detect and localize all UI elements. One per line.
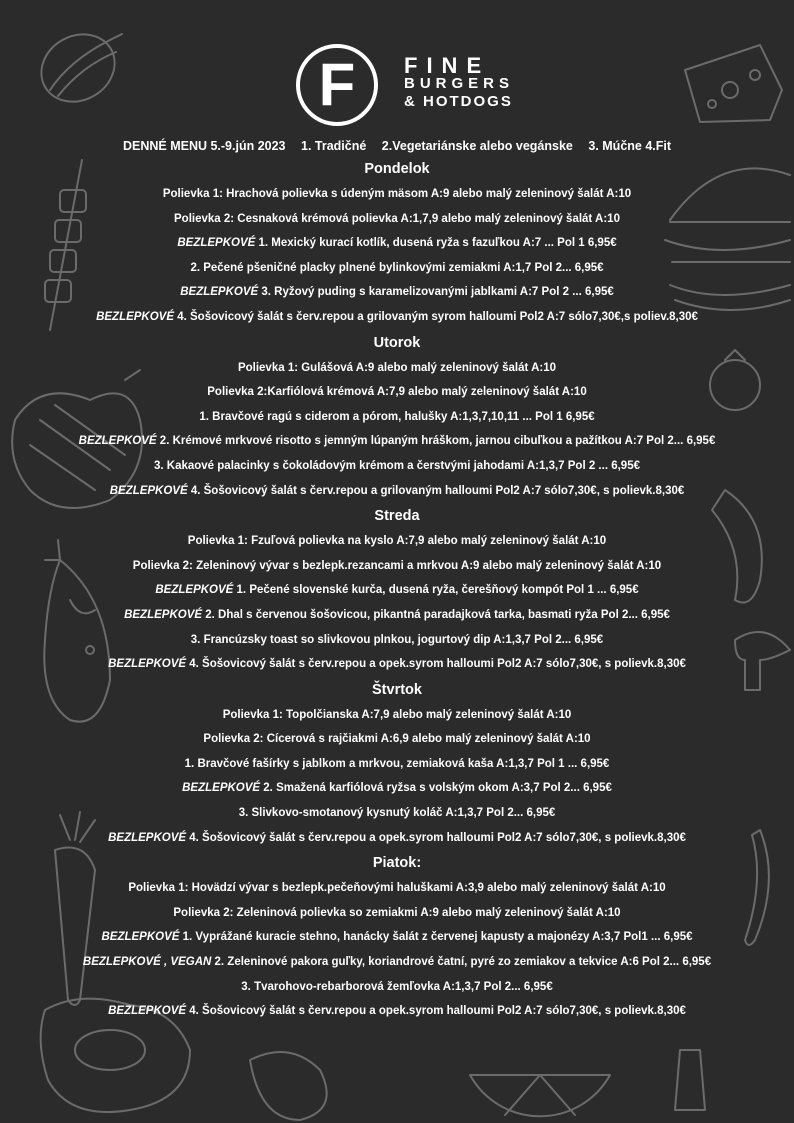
logo-letter: F xyxy=(318,51,356,118)
menu-item-text: Polievka 2:Karfiólová krémová A:7,9 alebo malý zeleninový šalát A:10 xyxy=(207,386,587,399)
menu-header xyxy=(0,136,794,156)
menu-item xyxy=(0,975,794,1000)
menu-item xyxy=(0,752,794,777)
menu-item-text: Polievka 1: Fzuľová polievka na kyslo A:7,9 alebo malý zeleninový šalát A:10 xyxy=(187,535,607,548)
gluten-free-tag: BEZLEPKOVÉ xyxy=(108,1005,187,1018)
menu-item-text: 3. Francúzsky toast so slivkovou plnkou, jogurtový dip A:1,3,7 Pol 2... 6,95€ xyxy=(190,633,604,646)
menu-item-text: 2. Krémové mrkvové risotto s jemným lúpaným hráškom, jarnou cibuľkou a pažítkou A:7 Pol 2... 6,95€ xyxy=(156,435,716,448)
logo-line-2: BURGERS xyxy=(404,75,515,92)
menu-item-text: Polievka 2: Zeleninový vývar s bezlepk.rezancami a mrkvou A:9 alebo malý zeleninový šalát A:10 xyxy=(132,559,662,572)
menu-item xyxy=(0,529,794,554)
day-heading: Štvrtok xyxy=(372,681,422,698)
menu-item-text: Polievka 2: Cícerová s rajčiakmi A:6,9 alebo malý zeleninový šalát A:10 xyxy=(203,733,591,746)
day-heading: Streda xyxy=(374,508,420,525)
menu-item xyxy=(0,554,794,579)
menu-item xyxy=(0,231,794,256)
menu-item xyxy=(0,405,794,430)
menu-item xyxy=(0,876,794,901)
logo-line-3: & HOTDOGS xyxy=(404,93,513,110)
menu-item xyxy=(0,652,794,677)
menu-item xyxy=(0,901,794,926)
menu-item xyxy=(0,207,794,232)
logo-text xyxy=(404,53,515,111)
logo-line-1: FINE xyxy=(404,53,491,78)
lemon-slice-icon xyxy=(470,1075,610,1116)
category-1: 1. Tradičné xyxy=(301,139,367,153)
menu-item xyxy=(0,479,794,504)
menu-item-text: Polievka 1: Hrachová polievka s údeným mäsom A:9 alebo malý zeleninový šalát A:10 xyxy=(162,188,632,200)
menu-item-text: 4. Šošovicový šalát s červ.repou a grilovaným syrom halloumi Pol2 A:7 sólo7,30€,s poliev.8,30€ xyxy=(174,310,698,323)
menu-item xyxy=(0,950,794,975)
brand-logo xyxy=(296,44,515,134)
menu-item-text: 1. Bravčové fašírky s jablkom a mrkvou, zemiaková kaša A:1,3,7 Pol 1 ... 6,95€ xyxy=(184,757,610,770)
menu-item xyxy=(0,356,794,381)
menu-item xyxy=(0,776,794,801)
menu-item-text: 4. Šošovicový šalát s červ.repou a opek.syrom halloumi Pol2 A:7 sólo7,30€, s polievk.8,30€ xyxy=(186,1005,686,1018)
bottle-icon xyxy=(675,1050,705,1110)
gluten-free-tag: BEZLEPKOVÉ xyxy=(155,584,234,597)
menu-item-text: 3. Kakaové palacinky s čokoládovým krémom a čerstvými jahodami A:1,3,7 Pol 2 ... 6,95€ xyxy=(153,459,640,472)
menu-item-text: 2. Pečené pšeničné placky plnené bylinkovými zemiakmi A:1,7 Pol 2... 6,95€ xyxy=(190,261,604,274)
menu-item xyxy=(0,256,794,281)
days-list xyxy=(0,156,794,1024)
menu-content xyxy=(0,136,794,1024)
cheese-icon xyxy=(685,45,782,122)
gluten-free-tag: BEZLEPKOVÉ xyxy=(177,237,256,250)
menu-item xyxy=(0,925,794,950)
menu-item-text: 3. Tvarohovo-rebarborová žemľovka A:1,3,7 Pol 2... 6,95€ xyxy=(241,980,553,993)
menu-item xyxy=(0,628,794,653)
menu-title: DENNÉ MENU 5.-9.jún 2023 xyxy=(122,139,286,153)
menu-item xyxy=(0,182,794,207)
onion-icon xyxy=(29,21,127,114)
menu-item-text: 2. Zeleninové pakora guľky, koriandrové čatní, pyré zo zemiakov a tekvice A:6 Pol 2... 6,95€ xyxy=(211,956,712,969)
menu-item xyxy=(0,305,794,330)
menu-item xyxy=(0,454,794,479)
menu-item xyxy=(0,801,794,826)
menu-item xyxy=(0,703,794,728)
menu-item-text: 4. Šošovicový šalát s červ.repou a opek.syrom halloumi Pol2 A:7 sólo7,30€, s polievk.8,30€ xyxy=(186,831,686,844)
day-heading: Pondelok xyxy=(364,161,430,177)
menu-item xyxy=(0,603,794,628)
gluten-free-tag: BEZLEPKOVÉ xyxy=(124,608,203,621)
menu-item-text: 2. Dhal s červenou šošovicou, pikantná paradajková tarka, basmati ryža Pol 2... 6,95€ xyxy=(202,608,670,621)
menu-item-text: 4. Šošovicový šalát s červ.repou a grilovaným halloumi Pol2 A:7 sólo7,30€, s polievk.8,30€ xyxy=(187,484,685,497)
menu-item-text: 1. Mexický kurací kotlík, dusená ryža s fazuľkou A:7 ... Pol 1 6,95€ xyxy=(255,237,617,250)
menu-item-text: 1. Pečené slovenské kurča, dusená ryža, čerešňový kompót Pol 1 ... 6,95€ xyxy=(233,584,639,597)
menu-item xyxy=(0,578,794,603)
menu-item-text: Polievka 1: Hovädzí vývar s bezlepk.pečeňovými haluškami A:3,9 alebo malý zeleninový šalát A:10 xyxy=(128,882,666,895)
category-2: 2.Vegetariánske alebo vegánske xyxy=(381,139,573,153)
gluten-free-tag: BEZLEPKOVÉ , VEGAN xyxy=(82,956,212,969)
menu-item-text: 1. Vyprážané kuracie stehno, hanácky šalát z červenej kapusty a majonézy A:3,7 Pol1 ... 6,95€ xyxy=(179,931,693,944)
menu-item-text: Polievka 1: Topolčianska A:7,9 alebo malý zeleninový šalát A:10 xyxy=(222,708,572,721)
menu-item xyxy=(0,826,794,851)
gluten-free-tag: BEZLEPKOVÉ xyxy=(108,831,187,844)
gluten-free-tag: BEZLEPKOVÉ xyxy=(78,435,157,448)
menu-item-text: 4. Šošovicový šalát s červ.repou a opek.syrom halloumi Pol2 A:7 sólo7,30€, s polievk.8,30€ xyxy=(186,658,686,671)
menu-item xyxy=(0,429,794,454)
menu-item-text: 1. Bravčové ragú s ciderom a pórom, halušky A:1,3,7,10,11 ... Pol 1 6,95€ xyxy=(199,410,595,423)
menu-item-text: Polievka 2: Cesnaková krémová polievka A:1,7,9 alebo malý zeleninový šalát A:10 xyxy=(174,212,620,225)
menu-item-text: 3. Ryžový puding s karamelizovanými jablkami A:7 Pol 2 ... 6,95€ xyxy=(258,286,614,299)
category-3: 3. Múčne 4.Fit xyxy=(588,139,672,153)
day-heading: Piatok: xyxy=(372,855,422,872)
gluten-free-tag: BEZLEPKOVÉ xyxy=(108,658,187,671)
menu-item-text: 2. Smažená karfiólová ryžsa s volským okom A:3,7 Pol 2... 6,95€ xyxy=(260,782,612,795)
gluten-free-tag: BEZLEPKOVÉ xyxy=(96,310,175,323)
gluten-free-tag: BEZLEPKOVÉ xyxy=(109,484,188,497)
gluten-free-tag: BEZLEPKOVÉ xyxy=(182,782,261,795)
day-heading: Utorok xyxy=(373,334,421,351)
menu-item xyxy=(0,280,794,305)
menu-item xyxy=(0,727,794,752)
menu-item xyxy=(0,999,794,1024)
pepper-icon xyxy=(250,1052,327,1120)
gluten-free-tag: BEZLEPKOVÉ xyxy=(180,286,259,299)
menu-item-text: Polievka 2: Zeleninová polievka so zemiakmi A:9 alebo malý zeleninový šalát A:10 xyxy=(173,906,621,919)
menu-item-text: Polievka 1: Gulášová A:9 alebo malý zeleninový šalát A:10 xyxy=(237,361,557,374)
gluten-free-tag: BEZLEPKOVÉ xyxy=(101,931,180,944)
menu-item xyxy=(0,380,794,405)
menu-item-text: 3. Slivkovo-smotanový kysnutý koláč A:1,3,7 Pol 2... 6,95€ xyxy=(238,807,556,820)
